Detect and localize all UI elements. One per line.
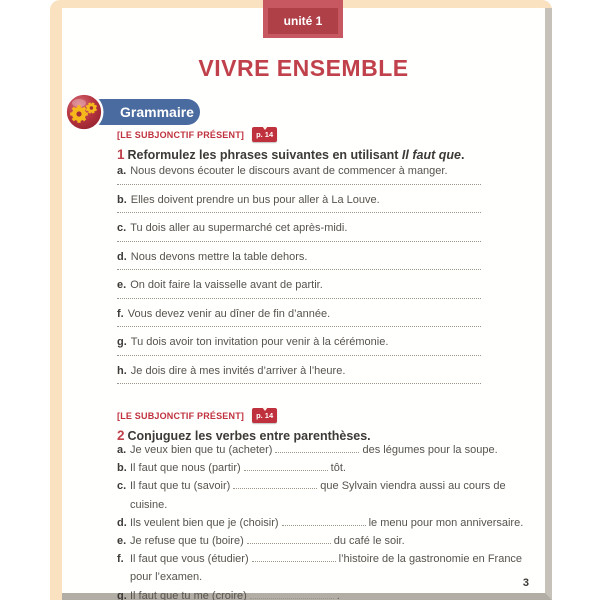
exercise1-number: 1: [117, 147, 125, 162]
exercise1-topic: [LE SUBJONCTIF PRÉSENT]: [117, 129, 245, 140]
answer-line: [117, 296, 481, 299]
fill-in-blank: [244, 462, 328, 471]
answer-line: [117, 324, 481, 327]
answer-line: [117, 267, 481, 270]
exercise1-item-f: f. Vous devez venir au dîner de fin d’année.: [117, 307, 536, 336]
exercise1-item-a: a. Nous devons écouter le discours avant de commencer à manger.: [117, 164, 536, 193]
exercise1-topic-row: [117, 127, 277, 142]
exercise2-instruction: 2 Conjuguez les verbes entre parenthèses.: [117, 428, 371, 443]
fill-in-blank: [233, 480, 317, 489]
exercise1-item-e: e. On doit faire la vaisselle avant de partir.: [117, 278, 536, 307]
fill-in-blank: [247, 535, 331, 544]
answer-line: [117, 381, 481, 384]
page-number: 3: [522, 577, 529, 589]
answer-line: [117, 182, 481, 185]
exercise1-items: [117, 164, 536, 392]
gears-icon: [64, 92, 104, 132]
page-title: VIVRE ENSEMBLE: [198, 55, 409, 81]
answer-line: [117, 353, 481, 356]
exercise1-item-c: c. Tu dois aller au supermarché cet après-midi.: [117, 221, 536, 250]
grammaire-badge: [88, 99, 200, 125]
exercise2-topic: [LE SUBJONCTIF PRÉSENT]: [117, 410, 245, 421]
exercise2-item-d: d. Ils veulent bien que je (choisir) le menu pour mon anniversaire.: [117, 516, 524, 529]
page-ref-book-icon: p. 14: [252, 408, 277, 423]
exercise2-topic-row: [117, 408, 277, 423]
answer-line: [117, 210, 481, 213]
exercise2-number: 2: [117, 428, 125, 443]
exercise2-item-b: b. Il faut que nous (partir) tôt.: [117, 462, 346, 475]
exercise2-item-e: e. Je refuse que tu (boire) du café le soir.: [117, 535, 405, 548]
fill-in-blank: [252, 553, 336, 562]
page-ref-book-icon: p. 14: [252, 127, 277, 142]
exercise1-instruction: 1 Reformulez les phrases suivantes en utilisant Il faut que.: [117, 147, 465, 162]
exercise2-items: [117, 441, 535, 600]
answer-line: [117, 239, 481, 242]
exercise2-item-a: a. Je veux bien que tu (acheter) des légumes pour la soupe.: [117, 444, 498, 456]
unit-tab-label: unité 1: [268, 8, 338, 34]
fill-in-blank: [282, 517, 366, 526]
workbook-page: [62, 8, 552, 600]
exercise1-item-h: h. Je dois dire à mes invités d’arriver à l’heure.: [117, 364, 536, 393]
exercise1-item-g: g. Tu dois avoir ton invitation pour venir à la cérémonie.: [117, 335, 536, 364]
exercise2-item-c: c. Il faut que tu (savoir) que Sylvain viendra aussi au cours de cuisine.: [117, 480, 506, 511]
grammaire-label: Grammaire: [120, 104, 194, 120]
exercise2-item-f: f. Il faut que vous (étudier) l’histoire de la gastronomie en France pour l’examen.: [117, 553, 523, 584]
exercise1-item-b: b. Elles doivent prendre un bus pour aller à La Louve.: [117, 193, 536, 222]
unit-tab: [263, 0, 343, 38]
exercise1-item-d: d. Nous devons mettre la table dehors.: [117, 250, 536, 279]
exercise2-item-g: g. Il faut que tu me (croire) .: [117, 589, 340, 600]
fill-in-blank: [275, 444, 359, 453]
fill-in-blank: [250, 590, 334, 599]
